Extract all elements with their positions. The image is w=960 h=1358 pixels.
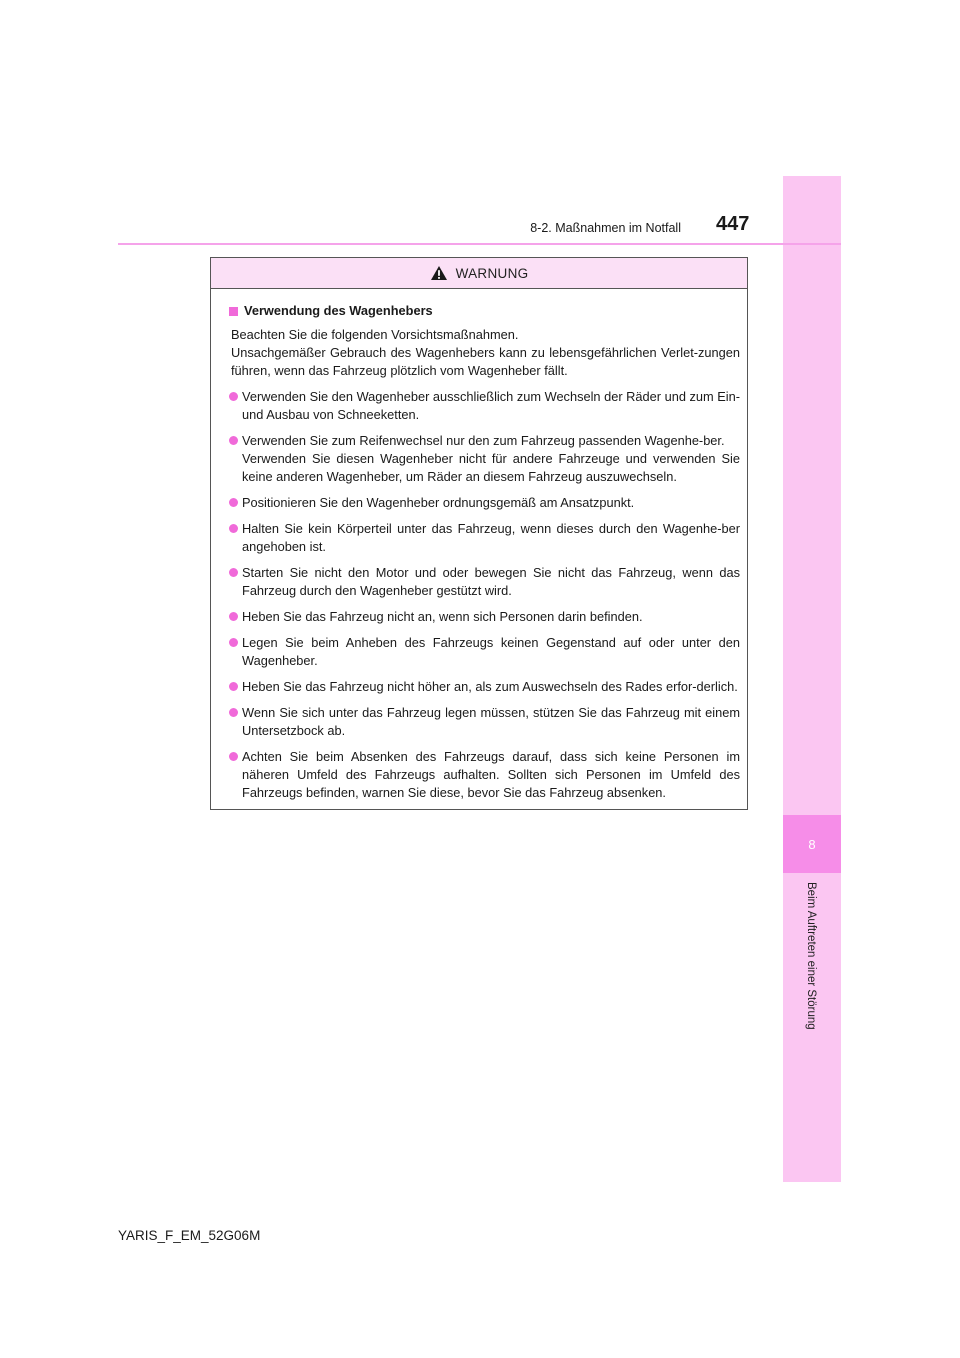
bullet-dot-icon: [229, 752, 238, 761]
list-item-text: Halten Sie kein Körperteil unter das Fahrzeug, wenn dieses durch den Wagenhe-ber angehoben ist.: [242, 521, 740, 554]
section-title: 8-2. Maßnahmen im Notfall: [530, 221, 681, 235]
warning-list: [229, 388, 740, 802]
intro-line: Unsachgemäßer Gebrauch des Wagenhebers kann zu lebensgefährlichen Verlet-zungen führen, wenn das Fahrzeug plötzlich vom Wagenheber fällt.: [231, 345, 740, 378]
bullet-dot-icon: [229, 612, 238, 621]
page-number: 447: [716, 213, 750, 235]
warning-box: [210, 257, 748, 810]
list-item: [229, 678, 740, 696]
list-item: [229, 494, 740, 512]
list-item: [229, 564, 740, 600]
list-item-text: Wenn Sie sich unter das Fahrzeug legen müssen, stützen Sie das Fahrzeug mit einem Untersetzbock ab.: [242, 705, 740, 738]
bullet-dot-icon: [229, 708, 238, 717]
list-item-text: Heben Sie das Fahrzeug nicht höher an, als zum Auswechseln des Rades erfor-derlich.: [242, 679, 738, 694]
list-item: [229, 432, 740, 486]
bullet-dot-icon: [229, 498, 238, 507]
list-item-text: Heben Sie das Fahrzeug nicht an, wenn sich Personen darin befinden.: [242, 609, 643, 624]
list-item-text: Legen Sie beim Anheben des Fahrzeugs keinen Gegenstand auf oder unter den Wagenheber.: [242, 635, 740, 668]
bullet-dot-icon: [229, 392, 238, 401]
list-item-text: Achten Sie beim Absenken des Fahrzeugs darauf, dass sich keine Personen im näheren Umfeld des Fahrzeugs aufhalten. Sollten sich Personen im Umfeld des Fahrzeugs befinden, warnen Sie diese, bevor Sie das Fahrzeug absenken.: [242, 749, 740, 800]
bullet-dot-icon: [229, 568, 238, 577]
warning-triangle-icon: [430, 265, 448, 281]
list-item: [229, 748, 740, 802]
document-code: YARIS_F_EM_52G06M: [118, 1228, 261, 1243]
list-item: [229, 608, 740, 626]
chapter-number: 8: [783, 815, 841, 873]
list-item: [229, 520, 740, 556]
bullet-dot-icon: [229, 436, 238, 445]
warning-body: [211, 289, 747, 802]
bullet-dot-icon: [229, 524, 238, 533]
subheading-text: Verwendung des Wagenhebers: [244, 303, 433, 318]
warning-title: WARNUNG: [455, 265, 529, 281]
chapter-title: Beim Auftreten einer Störung: [805, 882, 817, 1030]
list-item-text: Verwenden Sie den Wagenheber ausschließlich zum Wechseln der Räder und zum Ein- und Ausbau von Schneeketten.: [242, 389, 740, 422]
list-item: [229, 704, 740, 740]
warning-intro: [229, 326, 740, 380]
warning-header: [211, 258, 747, 289]
square-bullet-icon: [229, 307, 238, 316]
bullet-dot-icon: [229, 638, 238, 647]
list-item: [229, 388, 740, 424]
header-divider: [118, 243, 841, 245]
list-item-text: Positionieren Sie den Wagenheber ordnungsgemäß am Ansatzpunkt.: [242, 495, 635, 510]
list-item-text: Verwenden Sie zum Reifenwechsel nur den zum Fahrzeug passenden Wagenhe-ber. Verwenden Sie diesen Wagenheber nicht für andere Fahrzeuge und verwenden Sie keine anderen Wagenheber, um Räder an diesem Fahrzeug auszuwechseln.: [242, 433, 740, 484]
bullet-dot-icon: [229, 682, 238, 691]
warning-subheading: [229, 302, 740, 320]
list-item: [229, 634, 740, 670]
list-item-text: Starten Sie nicht den Motor und oder bewegen Sie nicht das Fahrzeug, wenn das Fahrzeug durch den Wagenheber gestützt wird.: [242, 565, 740, 598]
intro-line: Beachten Sie die folgenden Vorsichtsmaßnahmen.: [231, 327, 519, 342]
